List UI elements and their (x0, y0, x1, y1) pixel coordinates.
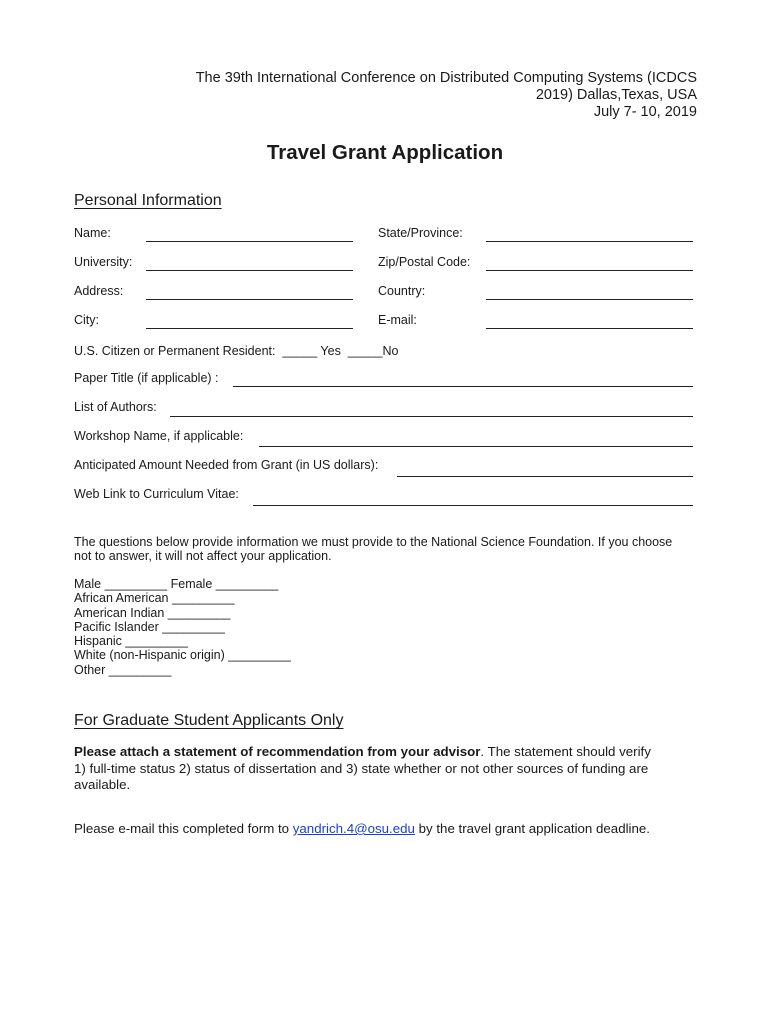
state-field[interactable] (486, 241, 693, 242)
graduate-section-heading: For Graduate Student Applicants Only (74, 712, 344, 729)
personal-information-heading: Personal Information (74, 192, 222, 209)
zip-label: Zip/Postal Code: (378, 255, 471, 269)
authors-label: List of Authors: (74, 400, 157, 414)
demographic-african-american: African American _________ (74, 591, 235, 606)
name-field[interactable] (146, 241, 353, 242)
demographic-hispanic: Hispanic _________ (74, 634, 188, 649)
graduate-instructions-line-3: available. (74, 777, 131, 792)
demographic-american-indian: American Indian _________ (74, 605, 231, 620)
workshop-label: Workshop Name, if applicable: (74, 429, 244, 443)
city-field[interactable] (146, 328, 353, 329)
header-line-1: The 39th International Conference on Distributed Computing Systems (ICDCS (195, 70, 697, 86)
conference-header (137, 70, 697, 121)
graduate-instructions (74, 744, 714, 794)
citizen-question: U.S. Citizen or Permanent Resident: _____ Yes _____No (74, 344, 399, 358)
email-instructions (74, 821, 714, 838)
country-label: Country: (378, 284, 426, 298)
nsf-note (74, 535, 714, 563)
demographic-white: White (non-Hispanic origin) _________ (74, 648, 291, 663)
nsf-note-line-1: The questions below provide information we must provide to the National Science Foundation. If you choose (74, 535, 673, 549)
graduate-instructions-rest: . The statement should verify (480, 744, 651, 759)
workshop-field[interactable] (259, 446, 693, 447)
page-title: Travel Grant Application (266, 141, 504, 164)
graduate-instructions-line-2: 1) full-time status 2) status of dissertation and 3) state whether or not other sources of funding are (74, 760, 649, 776)
address-field[interactable] (146, 299, 353, 300)
header-line-2: 2019) Dallas,Texas, USA (535, 87, 697, 103)
authors-field[interactable] (170, 416, 693, 417)
state-label: State/Province: (378, 226, 463, 240)
name-label: Name: (74, 226, 111, 240)
university-label: University: (74, 255, 133, 269)
demographic-other: Other _________ (74, 662, 172, 677)
email-label: E-mail: (378, 313, 417, 327)
email-field[interactable] (486, 328, 693, 329)
zip-field[interactable] (486, 270, 693, 271)
amount-field[interactable] (397, 476, 693, 477)
amount-label: Anticipated Amount Needed from Grant (in US dollars): (74, 458, 379, 472)
nsf-note-line-2: not to answer, it will not affect your application. (74, 549, 332, 563)
city-label: City: (74, 313, 99, 327)
paper-title-label: Paper Title (if applicable) : (74, 371, 219, 385)
cv-label: Web Link to Curriculum Vitae: (74, 487, 239, 501)
demographics-list (74, 577, 291, 677)
header-line-3: July 7- 10, 2019 (593, 104, 697, 120)
paper-title-field[interactable] (233, 386, 693, 387)
university-field[interactable] (146, 270, 353, 271)
address-label: Address: (74, 284, 124, 298)
cv-field[interactable] (253, 505, 693, 506)
country-field[interactable] (486, 299, 693, 300)
contact-email-link[interactable]: yandrich.4@osu.edu (292, 821, 415, 836)
demographic-pacific-islander: Pacific Islander _________ (74, 619, 225, 634)
graduate-instructions-bold: Please attach a statement of recommendation from your advisor (74, 744, 481, 759)
email-instructions-after: by the travel grant application deadline. (414, 821, 650, 836)
email-instructions-before: Please e-mail this completed form to (74, 821, 293, 836)
demographic-gender: Male _________ Female _________ (74, 577, 279, 591)
